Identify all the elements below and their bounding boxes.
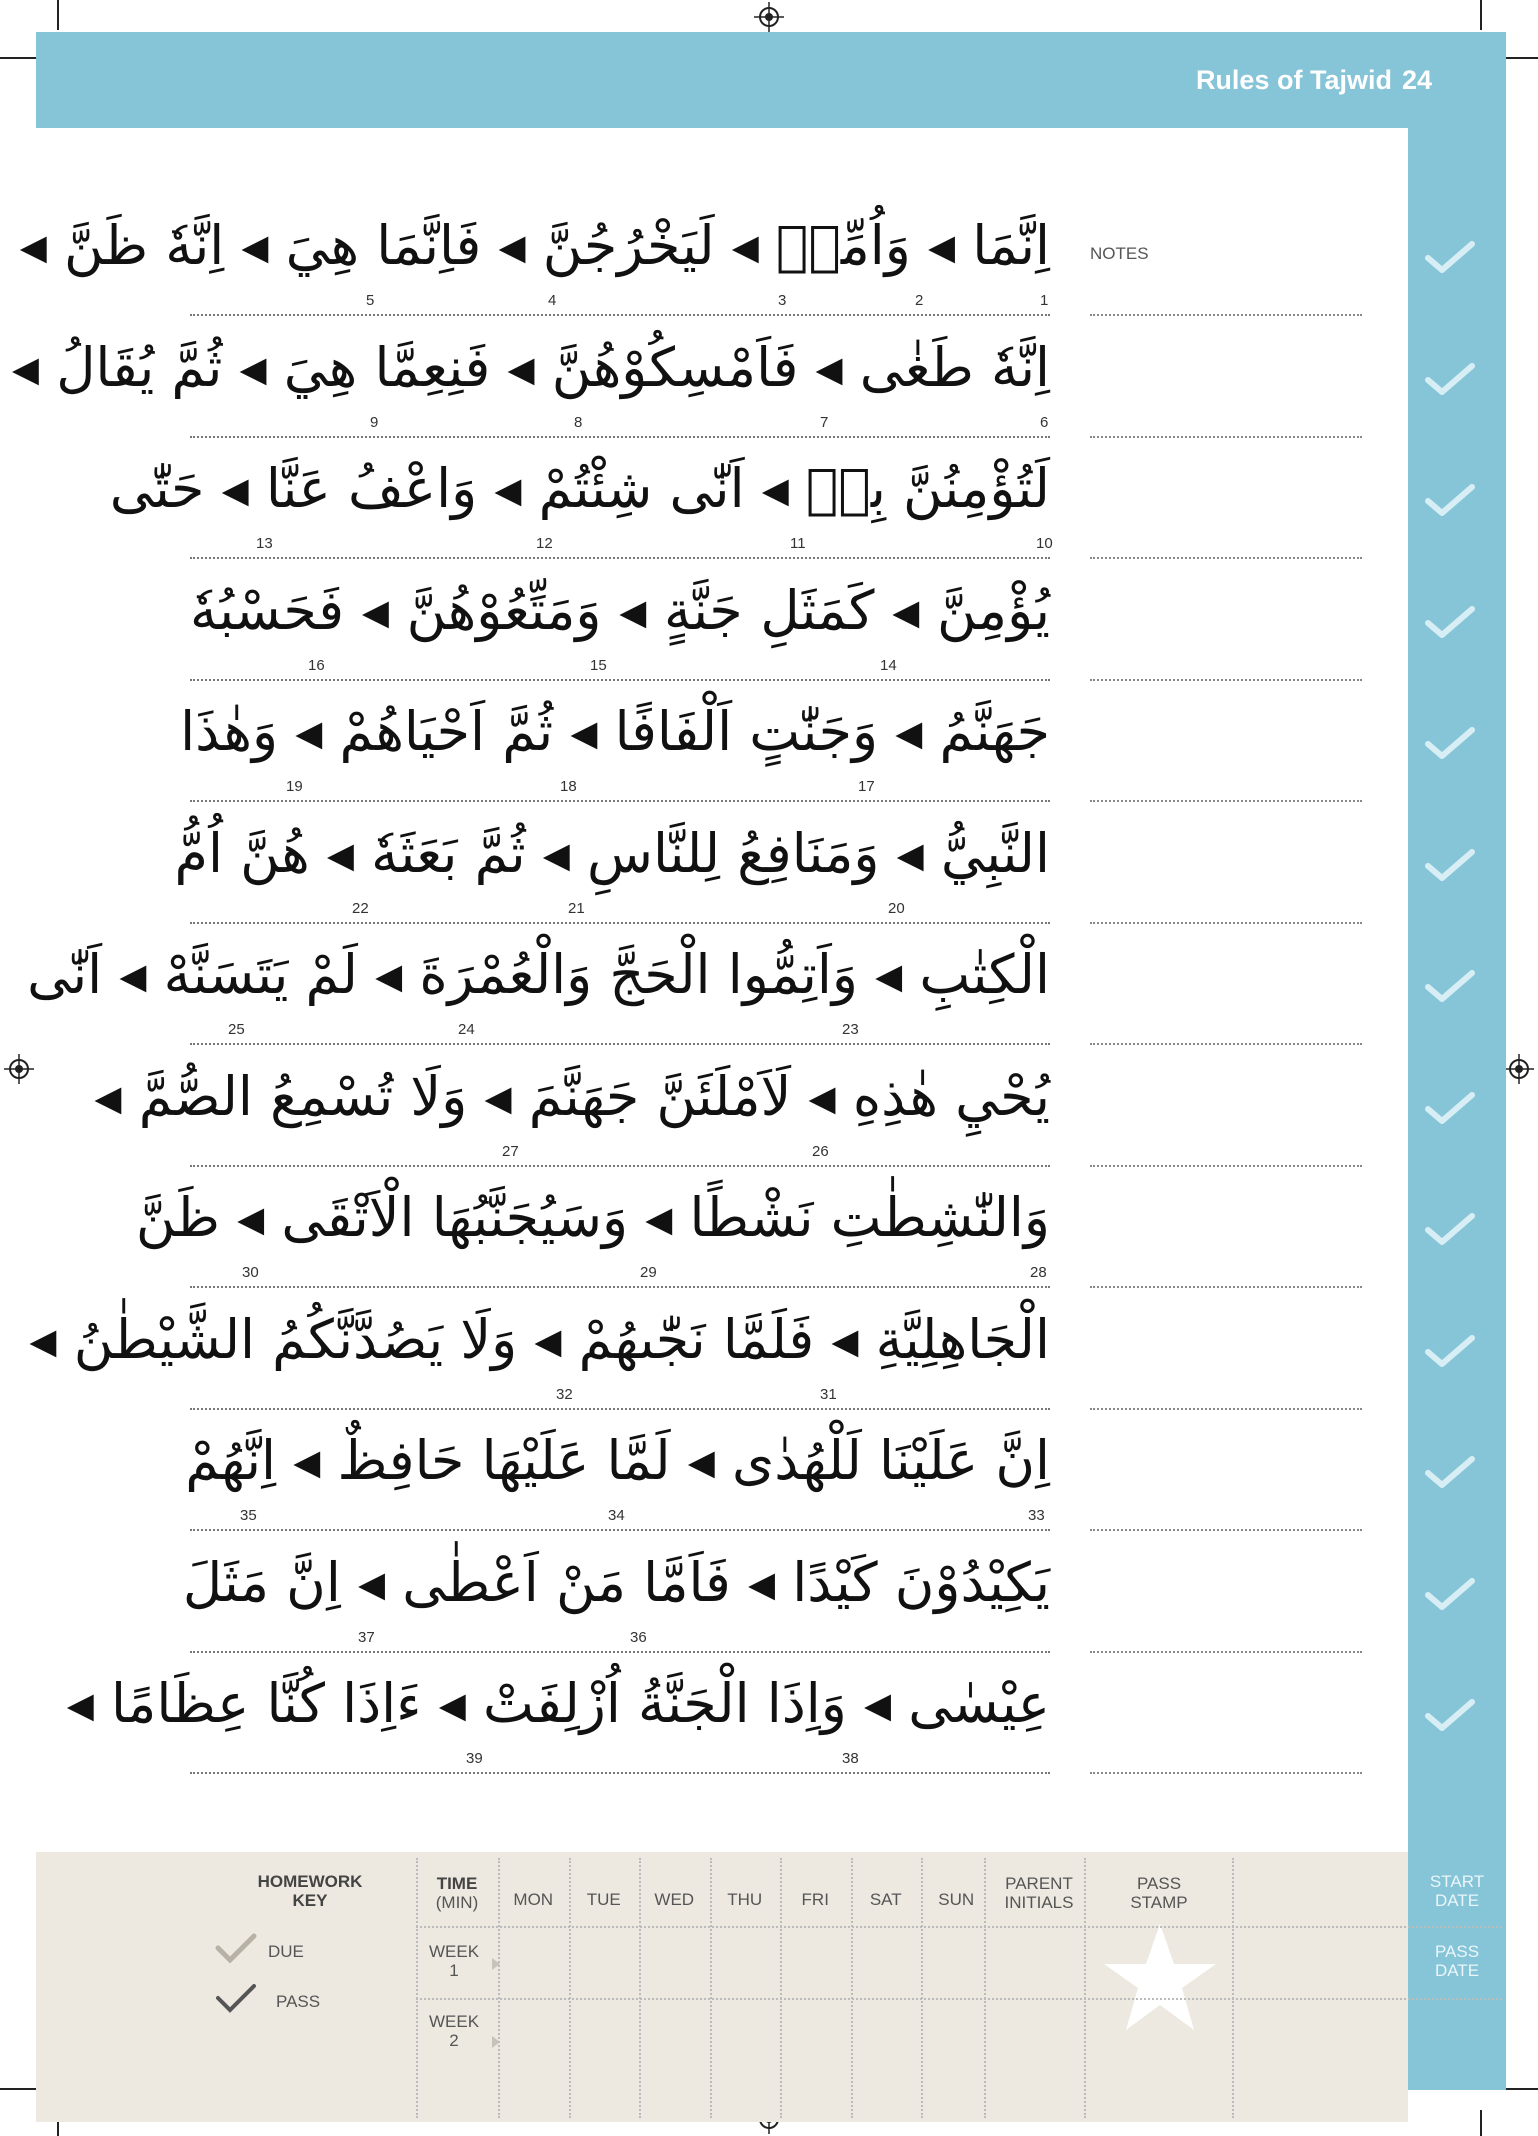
stamp-pass-label: PASS: [1136, 1874, 1182, 1893]
item-number: 27: [502, 1142, 519, 1160]
item-number: 11: [790, 535, 806, 552]
divider: [416, 1858, 418, 2118]
day-wed: WED: [654, 1890, 695, 1909]
registration-mark-icon: [754, 2, 784, 32]
arabic-text: عِيْسٰى ◂ وَاِذَا الْجَنَّةُ اُزْلِفَتْ ◂ ءَاِذَا كُنَّا عِظَامًا ◂: [66, 1672, 1050, 1735]
header-band: [36, 32, 1506, 128]
lesson-line: [94, 1051, 1050, 1167]
line-rule: [190, 1043, 1050, 1045]
line-rule: [190, 314, 1050, 316]
line-rule: [190, 1165, 1050, 1167]
registration-mark-icon: [4, 1054, 34, 1084]
week-arrow-icon: [490, 1956, 502, 1972]
arabic-text: النَّبِيُّ ◂ وَمَنَافِعُ لِلنَّاسِ ◂ ثُمَّ بَعَثَهٗ ◂ هُنَّ اُمُّ: [174, 821, 1050, 885]
notes-rule: [1090, 1529, 1362, 1531]
day-tue: TUE: [586, 1890, 621, 1909]
grid-column-line: [1232, 1858, 1234, 2118]
item-number: 33: [1028, 1507, 1045, 1524]
item-number: 38: [842, 1750, 859, 1767]
due-check-icon: [214, 1932, 258, 1966]
grid-column-line: [569, 1858, 571, 2118]
lesson-line: [66, 1658, 1050, 1774]
day-sun: SUN: [938, 1890, 975, 1909]
day-mon: MON: [513, 1890, 554, 1909]
homework-key-title: [240, 1872, 380, 1910]
crop-mark: [1506, 57, 1538, 59]
item-number: 37: [358, 1628, 375, 1646]
line-rule: [190, 436, 1050, 438]
week-number: 2: [449, 2031, 459, 2050]
item-number: 35: [240, 1507, 257, 1524]
item-number: 10: [1036, 535, 1053, 552]
progress-check-icon[interactable]: [1420, 1208, 1480, 1248]
pass-date-pass-label: PASS: [1434, 1942, 1480, 1961]
page-number: 24: [1401, 65, 1432, 95]
item-number: 3: [778, 292, 787, 309]
progress-check-icon[interactable]: [1420, 236, 1480, 276]
item-number: 24: [458, 1021, 475, 1038]
crop-mark: [57, 0, 59, 30]
pass-label: PASS: [276, 1992, 321, 2011]
registration-mark-icon: [1504, 1054, 1534, 1084]
lesson-line: [109, 443, 1050, 559]
arabic-text: اِنَّ عَلَيْنَا لَلْهُدٰى ◂ لَمَّا عَلَيْهَا حَافِظٌ ◂ اِنَّهُمْ: [185, 1429, 1050, 1492]
line-rule: [190, 679, 1050, 681]
homework-key-line1: HOMEWORK: [257, 1872, 363, 1891]
grid-column-line: [639, 1858, 641, 2118]
crop-mark: [0, 2088, 36, 2090]
item-number: 25: [228, 1021, 245, 1038]
grid-column-line: [710, 1858, 712, 2118]
item-number: 16: [308, 656, 325, 674]
item-number: 29: [640, 1264, 657, 1281]
notes-rule: [1090, 1772, 1362, 1774]
item-number: 13: [256, 535, 273, 552]
start-label: START: [1429, 1872, 1485, 1891]
line-rule: [190, 557, 1050, 559]
line-rule: [190, 922, 1050, 924]
arabic-text: جَهَنَّمُ ◂ وَجَنّٰتٍ اَلْفَافًا ◂ ثُمَّ اَحْيَاهُمْ ◂ وَهٰذَا: [180, 700, 1050, 763]
item-number: 5: [366, 292, 375, 309]
item-number: 34: [608, 1507, 625, 1524]
header-title: Rules of Tajwid: [1195, 65, 1392, 95]
progress-check-icon[interactable]: [1420, 601, 1480, 641]
parent-label: PARENT: [1005, 1874, 1073, 1893]
notes-rule: [1090, 1408, 1362, 1410]
grid-column-line: [780, 1858, 782, 2118]
item-number: 26: [812, 1142, 829, 1160]
page-title: [1186, 32, 1432, 128]
grid-column-line: [921, 1858, 923, 2118]
grid-row-line: [416, 1998, 1502, 2000]
week-label: WEEK: [428, 2012, 480, 2031]
item-number: 22: [352, 899, 369, 917]
line-rule: [190, 1286, 1050, 1288]
progress-check-icon[interactable]: [1420, 1087, 1480, 1127]
line-rule: [190, 1408, 1050, 1410]
parent-initials-header: [984, 1874, 1094, 1912]
item-number: 20: [888, 899, 905, 917]
progress-check-icon[interactable]: [1420, 358, 1480, 398]
notes-rule: [1090, 557, 1362, 559]
week-label: WEEK: [428, 1942, 480, 1961]
progress-check-icon[interactable]: [1420, 722, 1480, 762]
week-2-label: [426, 2012, 482, 2050]
time-label: TIME: [436, 1874, 478, 1893]
notes-rule: [1090, 1651, 1362, 1653]
lesson-line: [182, 1537, 1050, 1653]
line-rule: [190, 1529, 1050, 1531]
lesson-line: [180, 686, 1050, 802]
day-sat: SAT: [869, 1890, 902, 1909]
progress-check-icon[interactable]: [1420, 844, 1480, 884]
item-number: 17: [858, 778, 875, 795]
progress-check-icon[interactable]: [1420, 1573, 1480, 1613]
pass-date-date-label: DATE: [1434, 1961, 1480, 1980]
grid-column-line: [851, 1858, 853, 2118]
homework-key-line2: KEY: [292, 1891, 328, 1910]
crop-mark: [1506, 2088, 1538, 2090]
initials-label: INITIALS: [1004, 1893, 1074, 1912]
arabic-text: الْكِتٰبِ ◂ وَاَتِمُّوا الْحَجَّ وَالْعُمْرَةَ ◂ لَمْ يَتَسَنَّهْ ◂ اَنّٰى: [27, 943, 1050, 1006]
arabic-text: يَكِيْدُوْنَ كَيْدًا ◂ فَاَمَّا مَنْ اَعْطٰى ◂ اِنَّ مَثَلَ: [182, 1550, 1050, 1614]
item-number: 15: [590, 656, 607, 674]
stamp-label: STAMP: [1130, 1893, 1188, 1912]
time-unit-label: (MIN): [435, 1893, 479, 1912]
notes-rule: [1090, 1165, 1362, 1167]
arabic-text: يُؤْمِنَّ ◂ كَمَثَلِ جَنَّةٍ ◂ وَمَتِّعُوْهُنَّ ◂ فَحَسْبُهٗ: [190, 578, 1050, 642]
notes-rule: [1090, 800, 1362, 802]
line-rule: [190, 800, 1050, 802]
progress-check-icon[interactable]: [1420, 1330, 1480, 1370]
item-number: 23: [842, 1021, 859, 1038]
item-number: 39: [466, 1750, 483, 1767]
progress-check-icon[interactable]: [1420, 965, 1480, 1005]
day-thu: THU: [727, 1890, 763, 1909]
week-1-label: [426, 1942, 482, 1980]
item-number: 18: [560, 778, 577, 795]
item-number: 32: [556, 1385, 573, 1403]
time-header: [424, 1874, 490, 1912]
line-rule: [190, 1772, 1050, 1774]
arabic-text: الْجَاهِلِيَّةِ ◂ فَلَمَّا نَجّٰىهُمْ ◂ وَلَا يَصُدَّنَّكُمُ الشَّيْطٰنُ ◂: [29, 1307, 1050, 1371]
item-number: 31: [820, 1385, 837, 1403]
notes-rule: [1090, 1043, 1362, 1045]
notes-rule: [1090, 679, 1362, 681]
progress-check-icon[interactable]: [1420, 1694, 1480, 1734]
notes-rule: [1090, 436, 1362, 438]
arabic-text: لَتُؤْمِنُنَّ بِهٖ ◂ اَنّٰى شِئْتُمْ ◂ وَاعْفُ عَنَّا ◂ حَتّٰى: [109, 457, 1050, 520]
item-number: 9: [370, 413, 379, 431]
notes-rule: [1090, 1286, 1362, 1288]
arabic-text: وَالنّٰشِطٰتِ نَشْطًا ◂ وَسَيُجَنَّبُهَا الْاَتْقَى ◂ ظَنَّ: [135, 1186, 1050, 1249]
lesson-line: [135, 1172, 1050, 1288]
grid-column-line: [984, 1858, 986, 2118]
item-number: 28: [1030, 1264, 1047, 1281]
progress-check-icon[interactable]: [1420, 479, 1480, 519]
notes-rule: [1090, 922, 1362, 924]
grid-column-line: [1084, 1858, 1086, 2118]
arabic-text: اِنَّهٗ طَغٰى ◂ فَاَمْسِكُوْهُنَّ ◂ فَنِعِمَّا هِيَ ◂ ثُمَّ يُقَالُ ◂: [11, 335, 1050, 399]
arabic-text: اِنَّمَا ◂ وَاُمِّهٖ ◂ لَيَخْرُجُنَّ ◂ فَاِنَّمَا هِيَ ◂ اِنَّهٗ ظَنَّ ◂: [19, 214, 1050, 277]
item-number: 21: [568, 899, 585, 917]
notes-label: NOTES: [1090, 244, 1149, 263]
crop-mark: [0, 57, 36, 59]
week-number: 1: [449, 1961, 459, 1980]
date-label: DATE: [1434, 1891, 1480, 1910]
item-number: 30: [242, 1264, 259, 1281]
item-number: 19: [286, 778, 303, 795]
lesson-line: [174, 808, 1050, 924]
day-fri: FRI: [801, 1890, 829, 1909]
progress-check-icon[interactable]: [1420, 1451, 1480, 1491]
lesson-line: [27, 929, 1050, 1045]
week-arrow-icon: [490, 2034, 502, 2050]
item-number: 1: [1040, 292, 1049, 309]
item-number: 6: [1040, 413, 1049, 431]
pass-check-icon: [214, 1982, 258, 2016]
pass-stamp-header: [1104, 1874, 1214, 1912]
item-number: 4: [548, 292, 557, 309]
crop-mark: [1480, 2110, 1482, 2136]
item-number: 14: [880, 656, 897, 674]
item-number: 2: [915, 292, 924, 309]
arabic-text: يُحْيِ هٰذِهِ ◂ لَاَمْلَئَنَّ جَهَنَّمَ ◂ وَلَا تُسْمِعُ الصُّمَّ ◂: [94, 1064, 1050, 1128]
item-number: 36: [630, 1628, 647, 1646]
start-date-label: [1408, 1872, 1506, 1910]
grid-row-line: [416, 1926, 1502, 1928]
crop-mark: [1480, 0, 1482, 30]
notes-rule: [1090, 314, 1362, 316]
lesson-line: [11, 322, 1050, 438]
star-stamp-icon: [1100, 1920, 1220, 2036]
pass-date-label: [1408, 1942, 1506, 1980]
grid-column-line: [498, 1858, 500, 2118]
item-number: 7: [820, 413, 829, 431]
item-number: 12: [536, 535, 553, 552]
line-rule: [190, 1651, 1050, 1653]
item-number: 8: [574, 413, 583, 431]
lesson-line: [29, 1294, 1050, 1410]
due-label: DUE: [268, 1942, 304, 1961]
